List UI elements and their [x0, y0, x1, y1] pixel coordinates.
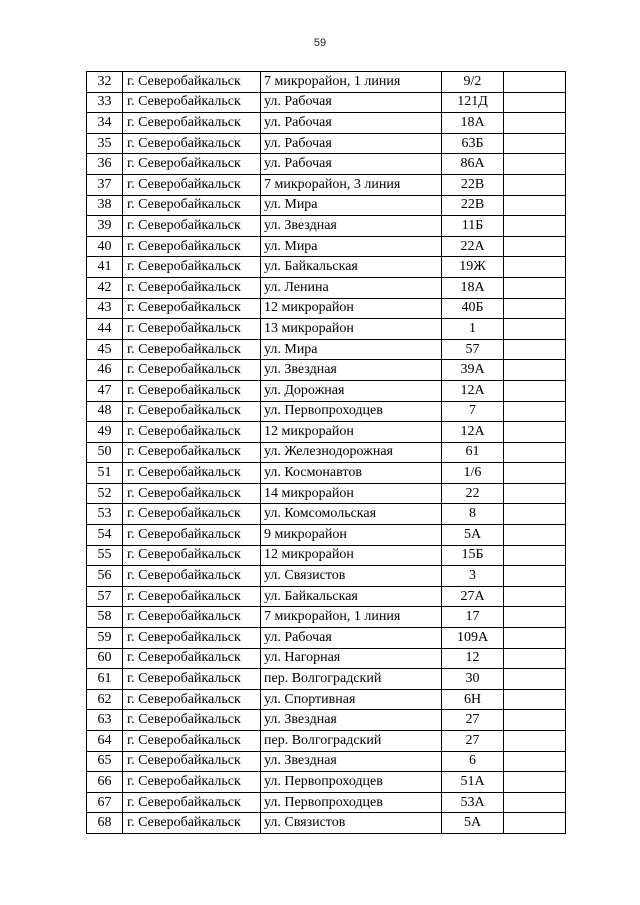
city-cell: г. Северобайкальск: [123, 195, 261, 216]
row-number-cell: 39: [87, 216, 123, 237]
extra-cell: [504, 380, 566, 401]
table-row: [87, 648, 566, 669]
house-number-cell: 8: [442, 504, 504, 525]
house-number-cell: 1/6: [442, 463, 504, 484]
city-cell: г. Северобайкальск: [123, 628, 261, 649]
table-row: [87, 401, 566, 422]
extra-cell: [504, 566, 566, 587]
extra-cell: [504, 525, 566, 546]
table-row: [87, 216, 566, 237]
street-cell: ул. Рабочая: [261, 133, 442, 154]
table-row: [87, 236, 566, 257]
extra-cell: [504, 422, 566, 443]
house-number-cell: 5А: [442, 525, 504, 546]
city-cell: г. Северобайкальск: [123, 319, 261, 340]
table-row: [87, 483, 566, 504]
row-number-cell: 58: [87, 607, 123, 628]
street-cell: ул. Рабочая: [261, 113, 442, 134]
street-cell: ул. Комсомольская: [261, 504, 442, 525]
extra-cell: [504, 813, 566, 834]
city-cell: г. Северобайкальск: [123, 422, 261, 443]
street-cell: ул. Первопроходцев: [261, 792, 442, 813]
house-number-cell: 6Н: [442, 689, 504, 710]
row-number-cell: 60: [87, 648, 123, 669]
city-cell: г. Северобайкальск: [123, 277, 261, 298]
street-cell: ул. Звездная: [261, 360, 442, 381]
house-number-cell: 19Ж: [442, 257, 504, 278]
table-row: [87, 92, 566, 113]
city-cell: г. Северобайкальск: [123, 731, 261, 752]
row-number-cell: 48: [87, 401, 123, 422]
extra-cell: [504, 72, 566, 93]
table-row: [87, 380, 566, 401]
table-row: [87, 792, 566, 813]
extra-cell: [504, 648, 566, 669]
street-cell: 12 микрорайон: [261, 422, 442, 443]
table-row: [87, 319, 566, 340]
table-row: [87, 586, 566, 607]
row-number-cell: 59: [87, 628, 123, 649]
street-cell: ул. Байкальская: [261, 257, 442, 278]
extra-cell: [504, 360, 566, 381]
city-cell: г. Северобайкальск: [123, 586, 261, 607]
table-row: [87, 360, 566, 381]
house-number-cell: 27: [442, 731, 504, 752]
extra-cell: [504, 504, 566, 525]
table-row: [87, 113, 566, 134]
row-number-cell: 56: [87, 566, 123, 587]
table-row: [87, 545, 566, 566]
table-row: [87, 133, 566, 154]
table-row: [87, 504, 566, 525]
table-row: [87, 772, 566, 793]
table-row: [87, 813, 566, 834]
table-row: [87, 731, 566, 752]
house-number-cell: 30: [442, 669, 504, 690]
row-number-cell: 47: [87, 380, 123, 401]
house-number-cell: 3: [442, 566, 504, 587]
house-number-cell: 51А: [442, 772, 504, 793]
street-cell: 13 микрорайон: [261, 319, 442, 340]
row-number-cell: 43: [87, 298, 123, 319]
street-cell: 14 микрорайон: [261, 483, 442, 504]
street-cell: ул. Звездная: [261, 710, 442, 731]
row-number-cell: 68: [87, 813, 123, 834]
house-number-cell: 121Д: [442, 92, 504, 113]
row-number-cell: 50: [87, 442, 123, 463]
house-number-cell: 22В: [442, 174, 504, 195]
extra-cell: [504, 401, 566, 422]
street-cell: 7 микрорайон, 1 линия: [261, 607, 442, 628]
house-number-cell: 1: [442, 319, 504, 340]
city-cell: г. Северобайкальск: [123, 772, 261, 793]
house-number-cell: 57: [442, 339, 504, 360]
street-cell: ул. Рабочая: [261, 154, 442, 175]
extra-cell: [504, 483, 566, 504]
table-row: [87, 566, 566, 587]
table-row: [87, 339, 566, 360]
city-cell: г. Северобайкальск: [123, 216, 261, 237]
row-number-cell: 35: [87, 133, 123, 154]
house-number-cell: 15Б: [442, 545, 504, 566]
table-row: [87, 751, 566, 772]
house-number-cell: 6: [442, 751, 504, 772]
house-number-cell: 39А: [442, 360, 504, 381]
row-number-cell: 52: [87, 483, 123, 504]
street-cell: пер. Волгоградский: [261, 669, 442, 690]
table-row: [87, 195, 566, 216]
extra-cell: [504, 298, 566, 319]
row-number-cell: 42: [87, 277, 123, 298]
street-cell: ул. Первопроходцев: [261, 401, 442, 422]
extra-cell: [504, 545, 566, 566]
street-cell: ул. Связистов: [261, 813, 442, 834]
house-number-cell: 18А: [442, 113, 504, 134]
row-number-cell: 40: [87, 236, 123, 257]
city-cell: г. Северобайкальск: [123, 813, 261, 834]
row-number-cell: 37: [87, 174, 123, 195]
city-cell: г. Северобайкальск: [123, 710, 261, 731]
street-cell: ул. Байкальская: [261, 586, 442, 607]
street-cell: ул. Спортивная: [261, 689, 442, 710]
table-row: [87, 669, 566, 690]
table-row: [87, 422, 566, 443]
row-number-cell: 33: [87, 92, 123, 113]
city-cell: г. Северобайкальск: [123, 257, 261, 278]
extra-cell: [504, 710, 566, 731]
city-cell: г. Северобайкальск: [123, 689, 261, 710]
street-cell: ул. Звездная: [261, 216, 442, 237]
city-cell: г. Северобайкальск: [123, 669, 261, 690]
street-cell: пер. Волгоградский: [261, 731, 442, 752]
table-row: [87, 628, 566, 649]
table-row: [87, 154, 566, 175]
extra-cell: [504, 113, 566, 134]
table-row: [87, 277, 566, 298]
street-cell: ул. Мира: [261, 339, 442, 360]
extra-cell: [504, 463, 566, 484]
city-cell: г. Северобайкальск: [123, 339, 261, 360]
street-cell: ул. Ленина: [261, 277, 442, 298]
house-number-cell: 86А: [442, 154, 504, 175]
street-cell: ул. Звездная: [261, 751, 442, 772]
row-number-cell: 46: [87, 360, 123, 381]
extra-cell: [504, 319, 566, 340]
extra-cell: [504, 236, 566, 257]
house-number-cell: 63Б: [442, 133, 504, 154]
row-number-cell: 36: [87, 154, 123, 175]
row-number-cell: 61: [87, 669, 123, 690]
row-number-cell: 64: [87, 731, 123, 752]
row-number-cell: 54: [87, 525, 123, 546]
row-number-cell: 41: [87, 257, 123, 278]
row-number-cell: 45: [87, 339, 123, 360]
table-row: [87, 525, 566, 546]
city-cell: г. Северобайкальск: [123, 751, 261, 772]
city-cell: г. Северобайкальск: [123, 648, 261, 669]
city-cell: г. Северобайкальск: [123, 504, 261, 525]
table-row: [87, 689, 566, 710]
house-number-cell: 12: [442, 648, 504, 669]
extra-cell: [504, 628, 566, 649]
extra-cell: [504, 92, 566, 113]
row-number-cell: 53: [87, 504, 123, 525]
city-cell: г. Северобайкальск: [123, 174, 261, 195]
house-number-cell: 27: [442, 710, 504, 731]
extra-cell: [504, 751, 566, 772]
street-cell: ул. Дорожная: [261, 380, 442, 401]
address-table-body: [87, 72, 566, 834]
row-number-cell: 51: [87, 463, 123, 484]
address-table: [86, 71, 566, 834]
house-number-cell: 5А: [442, 813, 504, 834]
row-number-cell: 57: [87, 586, 123, 607]
city-cell: г. Северобайкальск: [123, 298, 261, 319]
house-number-cell: 12А: [442, 380, 504, 401]
street-cell: 9 микрорайон: [261, 525, 442, 546]
extra-cell: [504, 669, 566, 690]
street-cell: ул. Первопроходцев: [261, 772, 442, 793]
extra-cell: [504, 277, 566, 298]
extra-cell: [504, 174, 566, 195]
street-cell: 12 микрорайон: [261, 545, 442, 566]
table-row: [87, 257, 566, 278]
city-cell: г. Северобайкальск: [123, 236, 261, 257]
extra-cell: [504, 607, 566, 628]
street-cell: ул. Мира: [261, 236, 442, 257]
house-number-cell: 22В: [442, 195, 504, 216]
row-number-cell: 65: [87, 751, 123, 772]
row-number-cell: 44: [87, 319, 123, 340]
street-cell: 12 микрорайон: [261, 298, 442, 319]
city-cell: г. Северобайкальск: [123, 72, 261, 93]
table-row: [87, 710, 566, 731]
table-row: [87, 442, 566, 463]
house-number-cell: 7: [442, 401, 504, 422]
extra-cell: [504, 216, 566, 237]
city-cell: г. Северобайкальск: [123, 607, 261, 628]
house-number-cell: 18А: [442, 277, 504, 298]
extra-cell: [504, 195, 566, 216]
city-cell: г. Северобайкальск: [123, 463, 261, 484]
house-number-cell: 22: [442, 483, 504, 504]
house-number-cell: 109А: [442, 628, 504, 649]
street-cell: 7 микрорайон, 1 линия: [261, 72, 442, 93]
city-cell: г. Северобайкальск: [123, 154, 261, 175]
street-cell: ул. Рабочая: [261, 628, 442, 649]
extra-cell: [504, 772, 566, 793]
street-cell: ул. Железнодорожная: [261, 442, 442, 463]
street-cell: ул. Связистов: [261, 566, 442, 587]
city-cell: г. Северобайкальск: [123, 483, 261, 504]
city-cell: г. Северобайкальск: [123, 792, 261, 813]
row-number-cell: 67: [87, 792, 123, 813]
extra-cell: [504, 339, 566, 360]
city-cell: г. Северобайкальск: [123, 525, 261, 546]
row-number-cell: 63: [87, 710, 123, 731]
row-number-cell: 49: [87, 422, 123, 443]
city-cell: г. Северобайкальск: [123, 442, 261, 463]
house-number-cell: 27А: [442, 586, 504, 607]
table-row: [87, 463, 566, 484]
table-row: [87, 72, 566, 93]
extra-cell: [504, 586, 566, 607]
city-cell: г. Северобайкальск: [123, 113, 261, 134]
street-cell: ул. Рабочая: [261, 92, 442, 113]
city-cell: г. Северобайкальск: [123, 380, 261, 401]
row-number-cell: 32: [87, 72, 123, 93]
extra-cell: [504, 257, 566, 278]
house-number-cell: 53А: [442, 792, 504, 813]
street-cell: 7 микрорайон, 3 линия: [261, 174, 442, 195]
extra-cell: [504, 133, 566, 154]
table-row: [87, 298, 566, 319]
house-number-cell: 9/2: [442, 72, 504, 93]
row-number-cell: 66: [87, 772, 123, 793]
extra-cell: [504, 442, 566, 463]
extra-cell: [504, 792, 566, 813]
row-number-cell: 34: [87, 113, 123, 134]
row-number-cell: 38: [87, 195, 123, 216]
city-cell: г. Северобайкальск: [123, 360, 261, 381]
street-cell: ул. Мира: [261, 195, 442, 216]
city-cell: г. Северобайкальск: [123, 401, 261, 422]
extra-cell: [504, 689, 566, 710]
city-cell: г. Северобайкальск: [123, 133, 261, 154]
row-number-cell: 55: [87, 545, 123, 566]
row-number-cell: 62: [87, 689, 123, 710]
extra-cell: [504, 154, 566, 175]
city-cell: г. Северобайкальск: [123, 92, 261, 113]
extra-cell: [504, 731, 566, 752]
table-row: [87, 174, 566, 195]
street-cell: ул. Космонавтов: [261, 463, 442, 484]
street-cell: ул. Нагорная: [261, 648, 442, 669]
city-cell: г. Северобайкальск: [123, 566, 261, 587]
house-number-cell: 17: [442, 607, 504, 628]
table-row: [87, 607, 566, 628]
page-number: 59: [313, 37, 327, 49]
city-cell: г. Северобайкальск: [123, 545, 261, 566]
house-number-cell: 22А: [442, 236, 504, 257]
house-number-cell: 40Б: [442, 298, 504, 319]
house-number-cell: 61: [442, 442, 504, 463]
house-number-cell: 11Б: [442, 216, 504, 237]
house-number-cell: 12А: [442, 422, 504, 443]
